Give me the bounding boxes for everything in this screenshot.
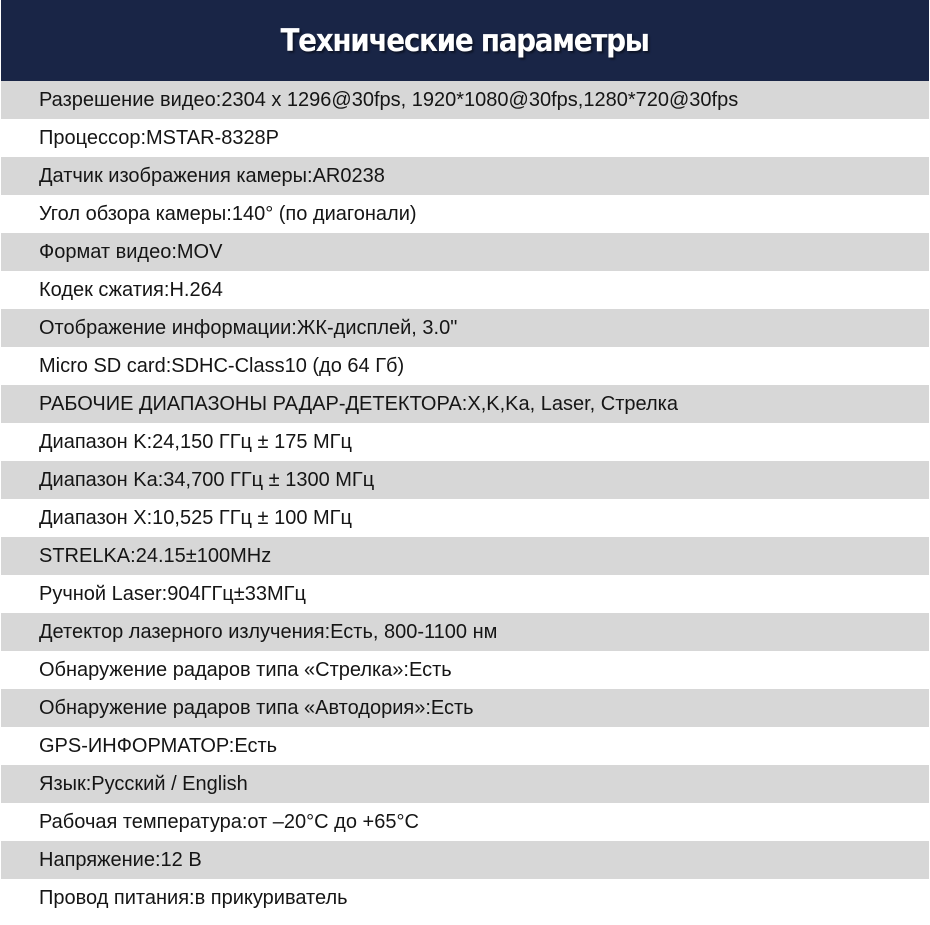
spec-row xyxy=(1,651,929,689)
spec-row xyxy=(1,119,929,157)
spec-value: Есть xyxy=(234,734,278,757)
spec-value: в прикуриватель xyxy=(194,886,348,909)
spec-label: Отображение информации: xyxy=(39,316,297,339)
spec-label: Обнаружение радаров типа «Стрелка»: xyxy=(39,658,409,681)
spec-value: от –20°C до +65°C xyxy=(247,810,419,833)
spec-value: H.264 xyxy=(169,278,223,301)
spec-row xyxy=(1,347,929,385)
spec-label: Язык: xyxy=(39,772,92,795)
spec-row xyxy=(1,271,929,309)
spec-value: SDHC-Class10 (до 64 Гб) xyxy=(171,354,405,377)
spec-label: Обнаружение радаров типа «Автодория»: xyxy=(39,696,431,719)
spec-label: Датчик изображения камеры: xyxy=(39,164,313,187)
spec-value: MSTAR-8328P xyxy=(146,126,280,149)
spec-label: STRELKA: xyxy=(39,544,136,567)
spec-label: Кодек сжатия: xyxy=(39,278,170,301)
page-title: Технические параметры xyxy=(280,22,650,59)
spec-row xyxy=(1,689,929,727)
spec-row xyxy=(1,727,929,765)
spec-row xyxy=(1,195,929,233)
header-banner xyxy=(1,0,929,81)
spec-label: Детектор лазерного излучения: xyxy=(39,620,331,643)
spec-label: Разрешение видео: xyxy=(39,88,222,111)
spec-label: Ручной Laser: xyxy=(39,582,168,605)
spec-row xyxy=(1,233,929,271)
spec-value: 2304 x 1296@30fps, 1920*1080@30fps,1280*720@30fps xyxy=(221,88,739,111)
spec-value: X,K,Ka, Laser, Стрелка xyxy=(467,392,678,415)
spec-value: 904ГГц±33МГц xyxy=(167,582,306,605)
spec-label: Провод питания: xyxy=(39,886,195,909)
spec-value: 24.15±100MHz xyxy=(135,544,272,567)
spec-value: 140° (по диагонали) xyxy=(231,202,417,225)
spec-row xyxy=(1,841,929,879)
spec-row xyxy=(1,499,929,537)
spec-row xyxy=(1,385,929,423)
spec-row xyxy=(1,461,929,499)
spec-row xyxy=(1,613,929,651)
spec-row xyxy=(1,765,929,803)
spec-value: 10,525 ГГц ± 100 МГц xyxy=(152,506,352,529)
spec-label: Диапазон Ka: xyxy=(39,468,164,491)
spec-row xyxy=(1,537,929,575)
spec-row xyxy=(1,575,929,613)
spec-label: Формат видео: xyxy=(39,240,177,263)
spec-label: Угол обзора камеры: xyxy=(39,202,232,225)
spec-value: Русский / English xyxy=(91,772,248,795)
spec-value: Есть xyxy=(408,658,452,681)
spec-label: РАБОЧИЕ ДИАПАЗОНЫ РАДАР-ДЕТЕКТОРА: xyxy=(39,392,468,415)
spec-row xyxy=(1,309,929,347)
spec-label: GPS-ИНФОРМАТОР: xyxy=(39,734,235,757)
spec-label: Micro SD card: xyxy=(39,354,172,377)
spec-value: AR0238 xyxy=(312,164,385,187)
spec-value: 34,700 ГГц ± 1300 МГц xyxy=(163,468,375,491)
spec-value: Есть xyxy=(430,696,474,719)
spec-row xyxy=(1,423,929,461)
spec-table xyxy=(1,81,929,917)
spec-value: Есть, 800-1100 нм xyxy=(330,620,498,643)
spec-label: Диапазон X: xyxy=(39,506,153,529)
spec-label: Диапазон K: xyxy=(39,430,153,453)
spec-value: MOV xyxy=(176,240,223,263)
spec-row xyxy=(1,803,929,841)
spec-label: Процессор: xyxy=(39,126,147,149)
spec-row xyxy=(1,81,929,119)
spec-value: 24,150 ГГц ± 175 МГц xyxy=(152,430,352,453)
spec-label: Напряжение: xyxy=(39,848,161,871)
spec-value: 12 В xyxy=(160,848,202,871)
spec-label: Рабочая температура: xyxy=(39,810,248,833)
spec-value: ЖК-дисплей, 3.0" xyxy=(296,316,458,339)
spec-row xyxy=(1,879,929,917)
spec-row xyxy=(1,157,929,195)
